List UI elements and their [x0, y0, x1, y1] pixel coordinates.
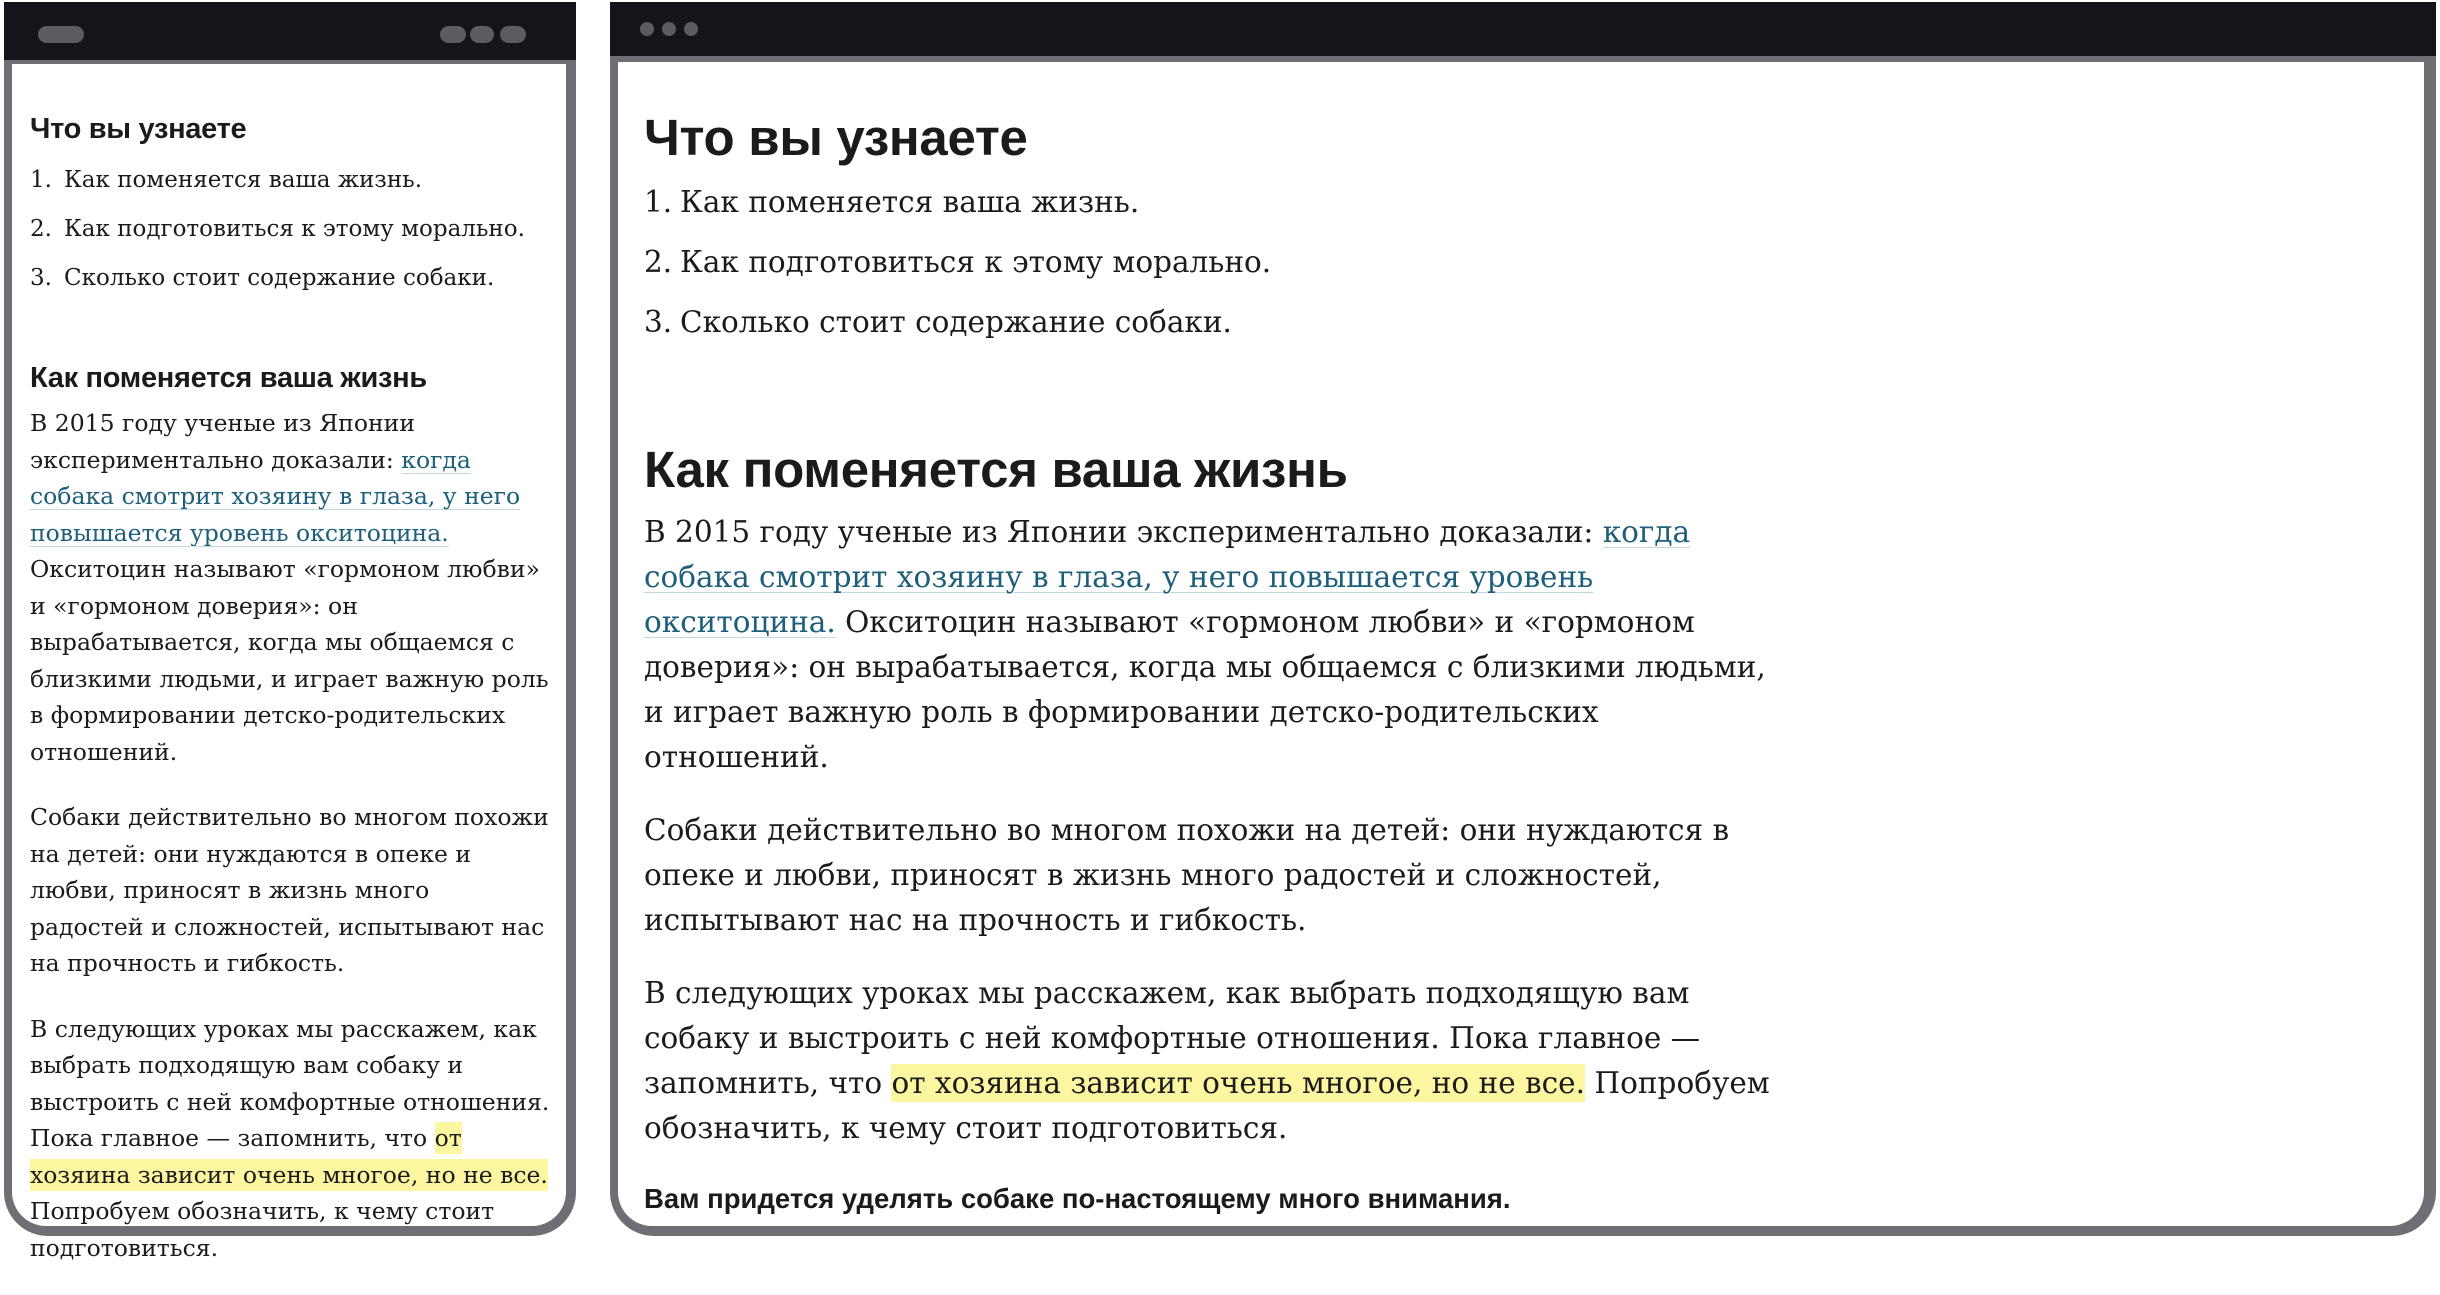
desktop-browser-frame	[610, 2, 2436, 1236]
status-battery-icon	[500, 26, 526, 43]
toc-item: 3. Сколько стоит содержание собаки.	[30, 265, 495, 291]
section-heading: Как поменяется ваша жизнь	[30, 362, 427, 394]
oxytocin-study-link[interactable]: когда собака смотрит хозяину в глаза, у него повышается уровень окситоцина.	[30, 445, 521, 547]
highlighted-text: от хозяина зависит очень многое, но не все.	[30, 1124, 548, 1189]
desktop-article	[644, 106, 1784, 1247]
desktop-screen[interactable]	[618, 62, 2424, 1226]
toc-item: 1. Как поменяется ваша жизнь.	[644, 185, 1140, 219]
paragraph: Собаки действительно во многом похожи на детей: они нуждаются в опеке и любви, приносят в жизнь много радостей и сложностей, испытывают нас на прочность и гибкость.	[644, 813, 1730, 937]
paragraph: В 2015 году ученые из Японии экспериментально доказали: когда собака смотрит хозяину в глаза, у него повышается уровень окситоцина. Окситоцин называют «гормоном любви» и «гормоном доверия»: он вырабатывается, когда мы общаемся с близкими людьми, и играет важную роль в формировании детско-родительских отношений.	[644, 515, 1766, 774]
toc-item: 1. Как поменяется ваша жизнь.	[30, 167, 423, 193]
toc-list	[644, 172, 1784, 352]
toc-heading: Что вы узнаете	[30, 113, 247, 145]
mobile-screen[interactable]	[12, 64, 566, 1262]
window-close-icon[interactable]	[640, 22, 654, 36]
paragraph: В следующих уроках мы расскажем, как выбрать подходящую вам собаку и выстроить с ней комфортные отношения. Пока главное — запомнить, что от хозяина зависит очень многое, но не все. Попробуем обозначить, к чему стоит подготовиться.	[644, 976, 1770, 1145]
mobile-article	[30, 110, 550, 1295]
section-heading: Как поменяется ваша жизнь	[644, 441, 1348, 498]
paragraph: В следующих уроках мы расскажем, как выбрать подходящую вам собаку и выстроить с ней комфортные отношения. Пока главное — запомнить, что от хозяина зависит очень многое, но не все. Попробуем обозначить, к чему стоит подготовиться.	[30, 1014, 550, 1262]
paragraph: В 2015 году ученые из Японии экспериментально доказали: когда собака смотрит хозяину в глаза, у него повышается уровень окситоцина. Окситоцин называют «гормоном любви» и «гормоном доверия»: он вырабатывается, когда мы общаемся с близкими людьми, и играет важную роль в формировании детско-родительских отношений.	[30, 409, 549, 766]
window-maximize-icon[interactable]	[684, 22, 698, 36]
highlighted-text: от хозяина зависит очень многое, но не все.	[891, 1066, 1586, 1100]
toc-item: 2. Как подготовиться к этому морально.	[30, 216, 525, 242]
toc-heading: Что вы узнаете	[644, 109, 1028, 166]
paragraph: Собаки действительно во многом похожи на детей: они нуждаются в опеке и любви, приносят в жизнь много радостей и сложностей, испытывают нас на прочность и гибкость.	[30, 803, 549, 977]
oxytocin-study-link[interactable]: когда собака смотрит хозяину в глаза, у него повышается уровень окситоцина.	[644, 515, 1691, 639]
lead-subheading: Вам придется уделять собаке по-настоящему много внимания.	[644, 1183, 1511, 1214]
mobile-device-frame	[4, 2, 576, 1262]
status-signal-icon	[440, 26, 466, 43]
status-wifi-icon	[470, 26, 494, 43]
mobile-status-bar	[4, 2, 576, 60]
toc-list	[30, 156, 550, 303]
status-pill-icon	[38, 26, 84, 43]
toc-item: 3. Сколько стоит содержание собаки.	[644, 305, 1232, 339]
browser-title-bar	[610, 2, 2436, 56]
window-minimize-icon[interactable]	[662, 22, 676, 36]
toc-item: 2. Как подготовиться к этому морально.	[644, 245, 1272, 279]
